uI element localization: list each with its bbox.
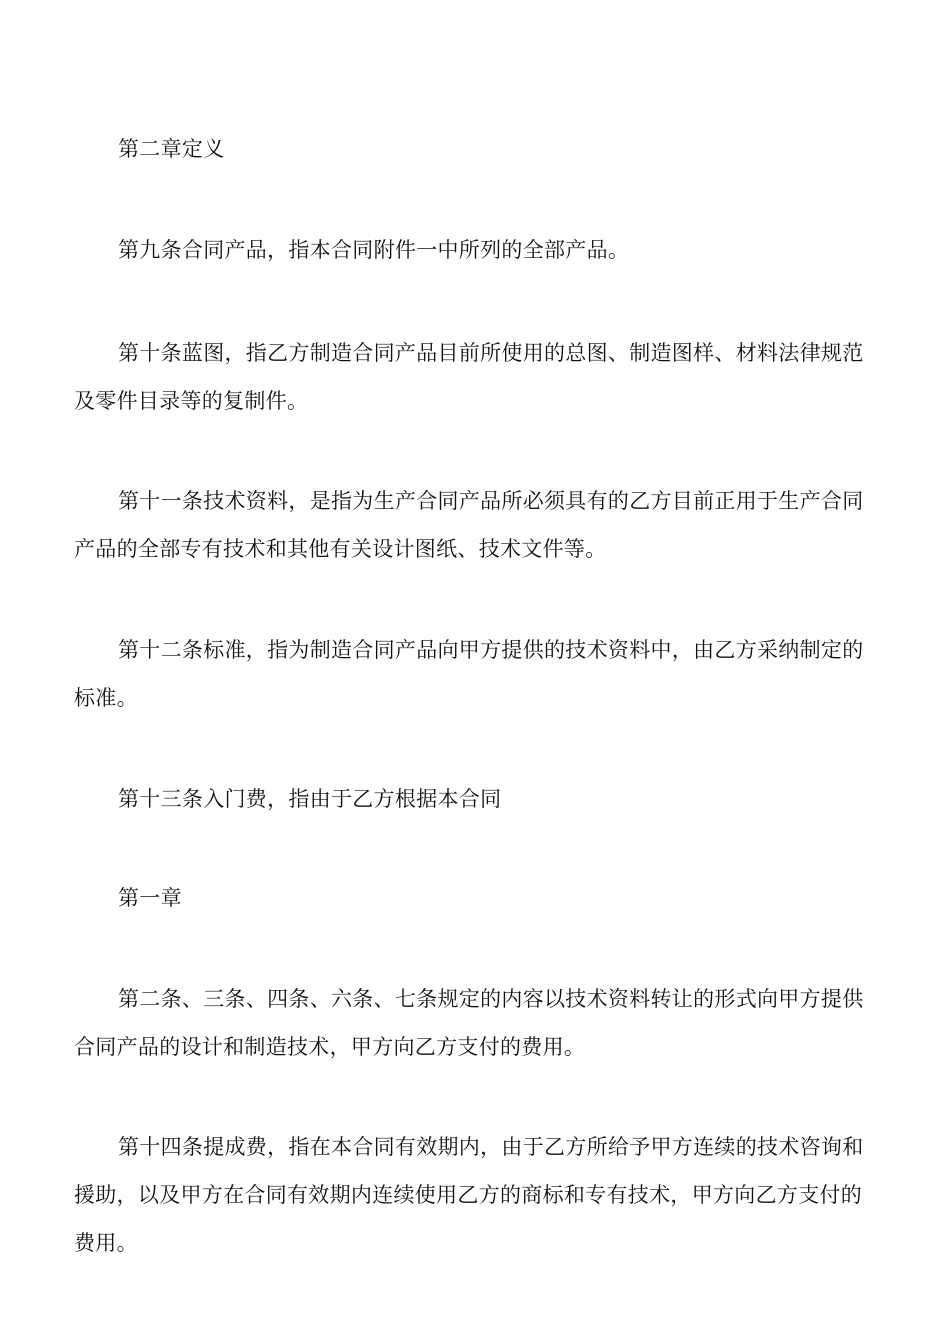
article-9-paragraph: 第九条合同产品，指本合同附件一中所列的全部产品。 [118, 238, 630, 262]
article-2-paragraph: 第二条、三条、四条、六条、七条规定的内容以技术资料转让的形式向甲方提供合同产品的设计和制造技术，甲方向乙方支付的费用。 [74, 987, 864, 1059]
chapter-one-heading: 第一章 [118, 886, 182, 910]
article-10-paragraph: 第十条蓝图，指乙方制造合同产品目前所使用的总图、制造图样、材料法律规范及零件目录等的复制件。 [74, 341, 864, 413]
article-12-paragraph: 第十二条标准，指为制造合同产品向甲方提供的技术资料中，由乙方采纳制定的标准。 [74, 638, 864, 710]
article-14-paragraph: 第十四条提成费，指在本合同有效期内，由于乙方所给予甲方连续的技术咨询和援助，以及甲方在合同有效期内连续使用乙方的商标和专有技术，甲方向乙方支付的费用。 [74, 1135, 864, 1255]
chapter-two-heading: 第二章定义 [118, 137, 225, 161]
article-13-paragraph: 第十三条入门费，指由于乙方根据本合同 [118, 787, 502, 811]
article-11-paragraph: 第十一条技术资料，是指为生产合同产品所必须具有的乙方目前正用于生产合同产品的全部专有技术和其他有关设计图纸、技术文件等。 [74, 489, 864, 561]
